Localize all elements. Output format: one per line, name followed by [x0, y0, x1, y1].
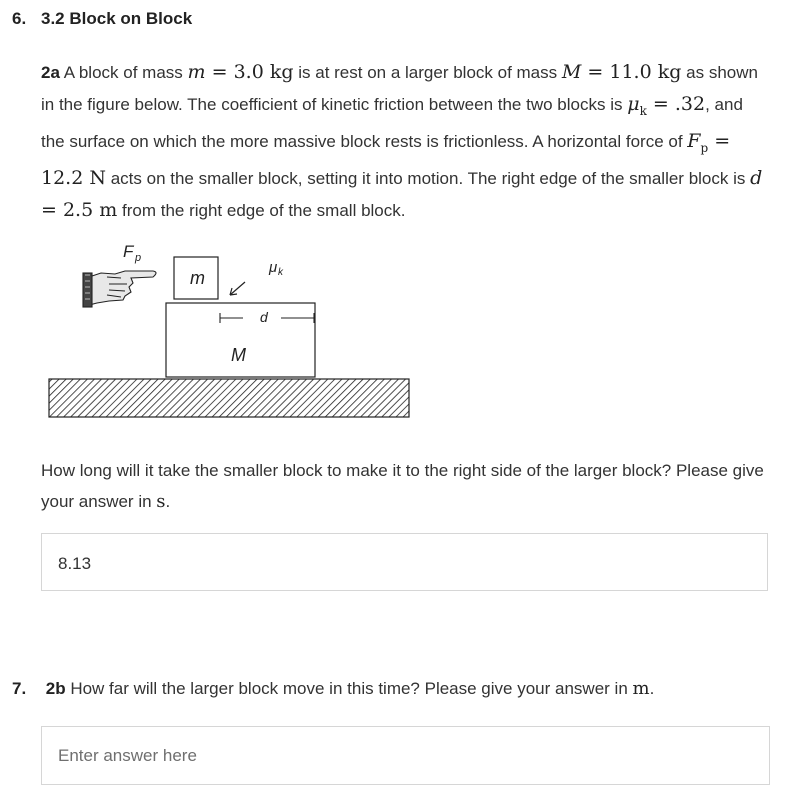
text-segment: from the right edge of the small block. [122, 200, 406, 220]
question-unit: s [156, 490, 166, 512]
friction-label-sub: k [278, 267, 283, 278]
part-label: 2b [45, 679, 66, 698]
small-block-label: m [190, 268, 205, 288]
force-label-sub: p [135, 252, 142, 264]
large-block [166, 303, 315, 377]
force-expression: $F_p = 12.2$ N [41, 129, 731, 190]
friction-arrow [230, 282, 245, 295]
friction-label: μ [269, 259, 278, 276]
text-segment: A block of mass [63, 63, 183, 82]
part-label: 2a [41, 63, 60, 82]
question-7: 7. 2b How far will the larger block move in this time? Please give your answer in m. [12, 678, 655, 699]
question-6-prompt: How long will it take the smaller block to make it to the right side of the larger block? Please give your answer in s. [41, 461, 764, 512]
hand-icon [83, 271, 156, 307]
text-segment: is at rest on a larger block of mass [298, 63, 558, 82]
question-text: How far will the larger block move in this time? Please give your answer in [70, 679, 628, 698]
distance-expression: d = 2.5 m [41, 167, 763, 221]
question-title: 3.2 Block on Block [41, 9, 193, 28]
answer-6-value: 8.13 [58, 554, 92, 573]
large-block-label: M [231, 345, 246, 365]
text-segment: , and the surface on which the more massive block rests is frictionless. A horizontal force of [41, 94, 743, 151]
answer-6-field[interactable] [41, 533, 768, 591]
question-text: How long will it take the smaller block to make it to the right side of the larger block? Please give your answer in [41, 461, 764, 511]
friction-coefficient-expression: $\mu_k = .32$ [627, 92, 706, 118]
question-unit: m [632, 678, 650, 699]
answer-7-input[interactable] [58, 741, 748, 771]
mass-small-expression: m = 3.0 kg [187, 61, 294, 83]
ground-surface [49, 379, 409, 417]
question-number: 7. [12, 679, 27, 698]
block-on-block-figure [45, 237, 415, 422]
question-6-heading [12, 9, 192, 29]
distance-label: d [260, 309, 268, 325]
question-number: 6. [12, 9, 27, 28]
text-segment: as shown in the figure below. The coefficient of kinetic friction between the two blocks is [41, 63, 758, 114]
force-label: F [123, 242, 134, 261]
mass-large-expression: M = 11.0 kg [561, 61, 682, 83]
text-segment: acts on the smaller block, setting it into motion. The right edge of the smaller block is [110, 169, 746, 189]
figure-svg [45, 237, 415, 422]
problem-text [41, 57, 771, 226]
answer-7-field[interactable] [41, 726, 770, 785]
